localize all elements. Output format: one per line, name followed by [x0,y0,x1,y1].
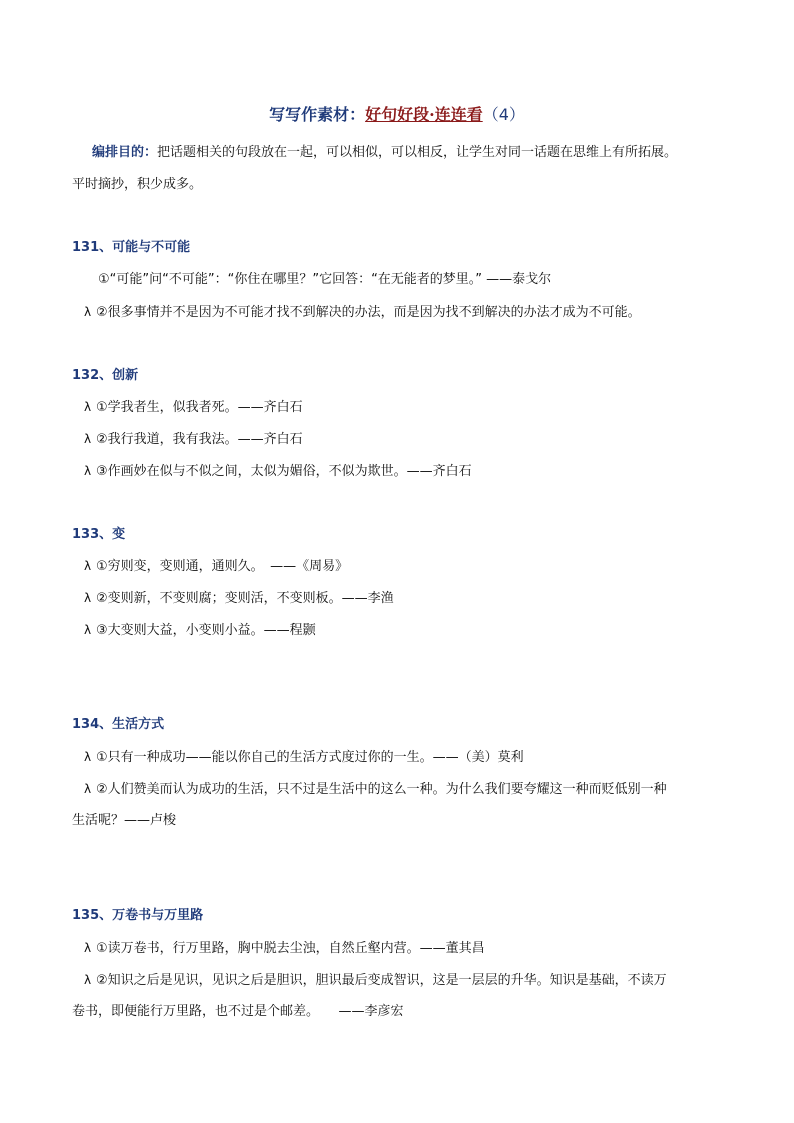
intro-line-2: 平时摘抄，积少成多。 [72,177,203,192]
bullet-icon: λ [84,464,92,478]
item-continuation: 生活呢？——卢梭 [72,813,177,828]
item-text: ②变则新，不变则腐；变则活，不变则板。——李渔 [96,591,394,606]
page-title [0,103,794,127]
item-continuation: 卷书，即便能行万里路，也不过是个邮差。 ——李彦宏 [72,1004,404,1019]
item-text: ②我行我道，我有我法。——齐白石 [96,432,303,447]
bullet-icon: λ [84,623,92,637]
list-item [98,270,551,290]
section-heading: 134、生活方式 [72,717,165,732]
item-text: ①读万卷书，行万里路，胸中脱去尘浊，自然丘壑内营。——董其昌 [96,941,485,956]
section-heading: 135、万卷书与万里路 [72,908,204,923]
item-text: ③作画妙在似与不似之间，太似为媚俗，不似为欺世。——齐白石 [96,464,472,479]
item-text: ①“可能”问“不可能”：“你住在哪里？”它回答：“在无能者的梦里。” ——泰戈尔 [98,272,552,287]
list-item [84,556,348,577]
bullet-icon: λ [84,973,92,987]
bullet-icon: λ [84,750,92,764]
title-number: （4） [482,105,525,124]
list-item [84,588,394,609]
list-item [84,461,472,482]
title-main: 写写作素材： [269,105,366,124]
list-item [84,938,485,959]
title-emphasis: 好句好段·连连看 [365,105,483,124]
section-heading: 133、变 [72,527,126,542]
list-item [84,779,667,800]
bullet-icon: λ [84,432,92,446]
list-item [84,747,524,768]
intro-label: 编排目的： [92,145,158,160]
section-heading: 131、可能与不可能 [72,240,191,255]
list-item [84,429,303,450]
item-text: ①穷则变，变则通，通则久。 ——《周易》 [96,559,349,574]
bullet-icon: λ [84,941,92,955]
item-text: ②人们赞美而认为成功的生活，只不过是生活中的这么一种。为什么我们要夸耀这一种而贬低别一种 [96,782,667,797]
section-heading: 132、创新 [72,368,139,383]
list-item [84,620,316,641]
bullet-icon: λ [84,559,92,573]
bullet-icon: λ [84,400,92,414]
bullet-icon: λ [84,782,92,796]
list-item [84,397,303,418]
item-text: ②很多事情并不是因为不可能才找不到解决的办法，而是因为找不到解决的办法才成为不可能。 [96,305,641,320]
item-text: ①只有一种成功——能以你自己的生活方式度过你的一生。——（美）莫利 [96,750,524,765]
bullet-icon: λ [84,305,92,319]
intro-text: 把话题相关的句段放在一起，可以相似，可以相反，让学生对同一话题在思维上有所拓展。 [157,145,678,160]
item-text: ②知识之后是见识，见识之后是胆识，胆识最后变成智识，这是一层层的升华。知识是基础，不读万 [96,973,667,988]
item-text: ③大变则大益，小变则小益。——程颢 [96,623,316,638]
item-text: ①学我者生，似我者死。——齐白石 [96,400,303,415]
list-item [84,302,641,323]
list-item [84,970,667,991]
bullet-icon: λ [84,591,92,605]
intro-line-1 [92,143,752,163]
